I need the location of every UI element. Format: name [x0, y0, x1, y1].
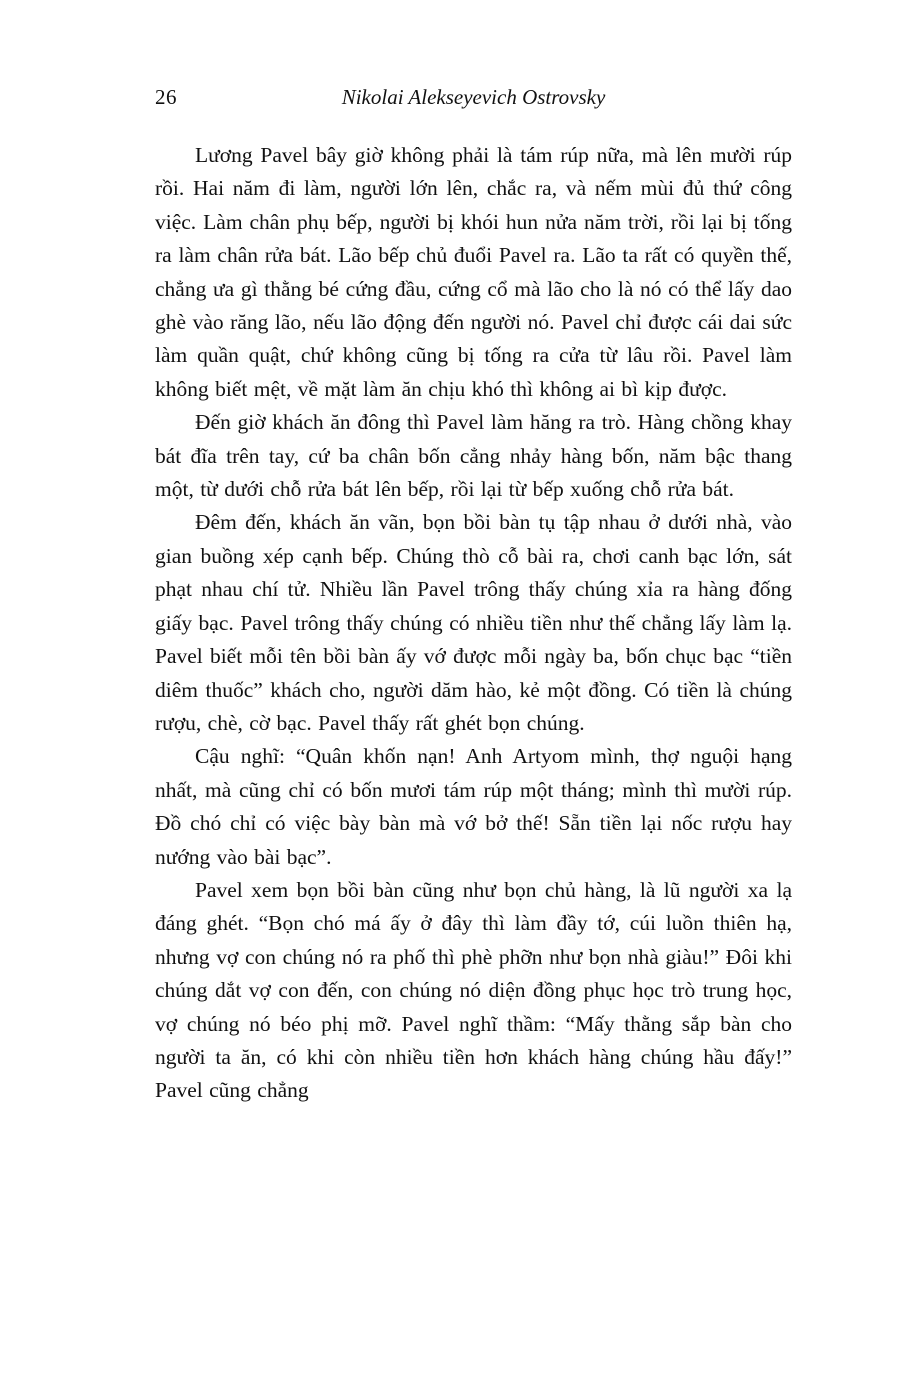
paragraph: Pavel xem bọn bồi bàn cũng như bọn chủ hàng, là lũ người xa lạ đáng ghét. “Bọn chó má ấy ở đây thì làm đầy tớ, cúi luồn thiên hạ, nhưng vợ con chúng nó ra phố thì phè phỡn như bọn nhà giàu!” Đôi khi chúng dắt vợ con đến, con chúng nó diện đồng phục học trò trung học, vợ chúng nó béo phị mỡ. Pavel nghĩ thầm: “Mấy thằng sắp bàn cho người ta ăn, có khi còn nhiều tiền hơn khách hàng chúng hầu đấy!” Pavel cũng chẳng — [155, 877, 792, 1103]
paragraph: Đến giờ khách ăn đông thì Pavel làm hăng ra trò. Hàng chồng khay bát đĩa trên tay, cứ ba chân bốn cẳng nhảy hàng bốn, năm bậc thang một, từ dưới chỗ rửa bát lên bếp, rồi lại từ bếp xuống chỗ rửa bát. — [155, 410, 792, 502]
paragraph: Đêm đến, khách ăn vãn, bọn bồi bàn tụ tập nhau ở dưới nhà, vào gian buồng xép cạnh bếp. Chúng thò cỗ bài ra, chơi canh bạc lớn, sát phạt nhau chí tử. Nhiều lần Pavel trông thấy chúng xỉa ra hàng đống giấy bạc. Pavel trông thấy chúng có nhiều tiền như thế chẳng lấy làm lạ. Pavel biết mỗi tên bồi bàn ấy vớ được mỗi ngày ba, bốn chục bạc “tiền diêm thuốc” khách cho, người dăm hào, kẻ một đồng. Có tiền là chúng rượu, chè, cờ bạc. Pavel thấy rất ghét bọn chúng. — [155, 510, 792, 735]
paragraph: Cậu nghĩ: “Quân khốn nạn! Anh Artyom mình, thợ nguội hạng nhất, mà cũng chỉ có bốn mươi tám rúp một tháng; mình thì mười rúp. Đồ chó chỉ có việc bày bàn mà vớ bở thế! Sẵn tiền lại nốc rượu hay nướng vào bài bạc”. — [155, 744, 792, 869]
body-text — [155, 139, 792, 1108]
paragraph: Lương Pavel bây giờ không phải là tám rúp nữa, mà lên mười rúp rồi. Hai năm đi làm, người lớn lên, chắc ra, và nếm mùi đủ thứ công việc. Làm chân phụ bếp, người bị khói hun nửa năm trời, rồi lại bị tống ra làm chân rửa bát. Lão bếp chủ đuổi Pavel ra. Lão ta rất có quyền thế, chẳng ưa gì thằng bé cứng đầu, cứng cổ mà lão cho là nó có thể lấy dao ghè vào răng lão, nếu lão động đến người nó. Pavel chỉ được cái dai sức làm quần quật, chứ không cũng bị tống ra cửa từ lâu rồi. Pavel làm không biết mệt, về mặt làm ăn chịu khó thì không ai bì kịp được. — [155, 143, 792, 401]
running-head — [155, 85, 792, 115]
text-column — [155, 85, 792, 1108]
page-number: 26 — [155, 85, 177, 109]
running-title: Nikolai Alekseyevich Ostrovsky — [341, 85, 606, 109]
